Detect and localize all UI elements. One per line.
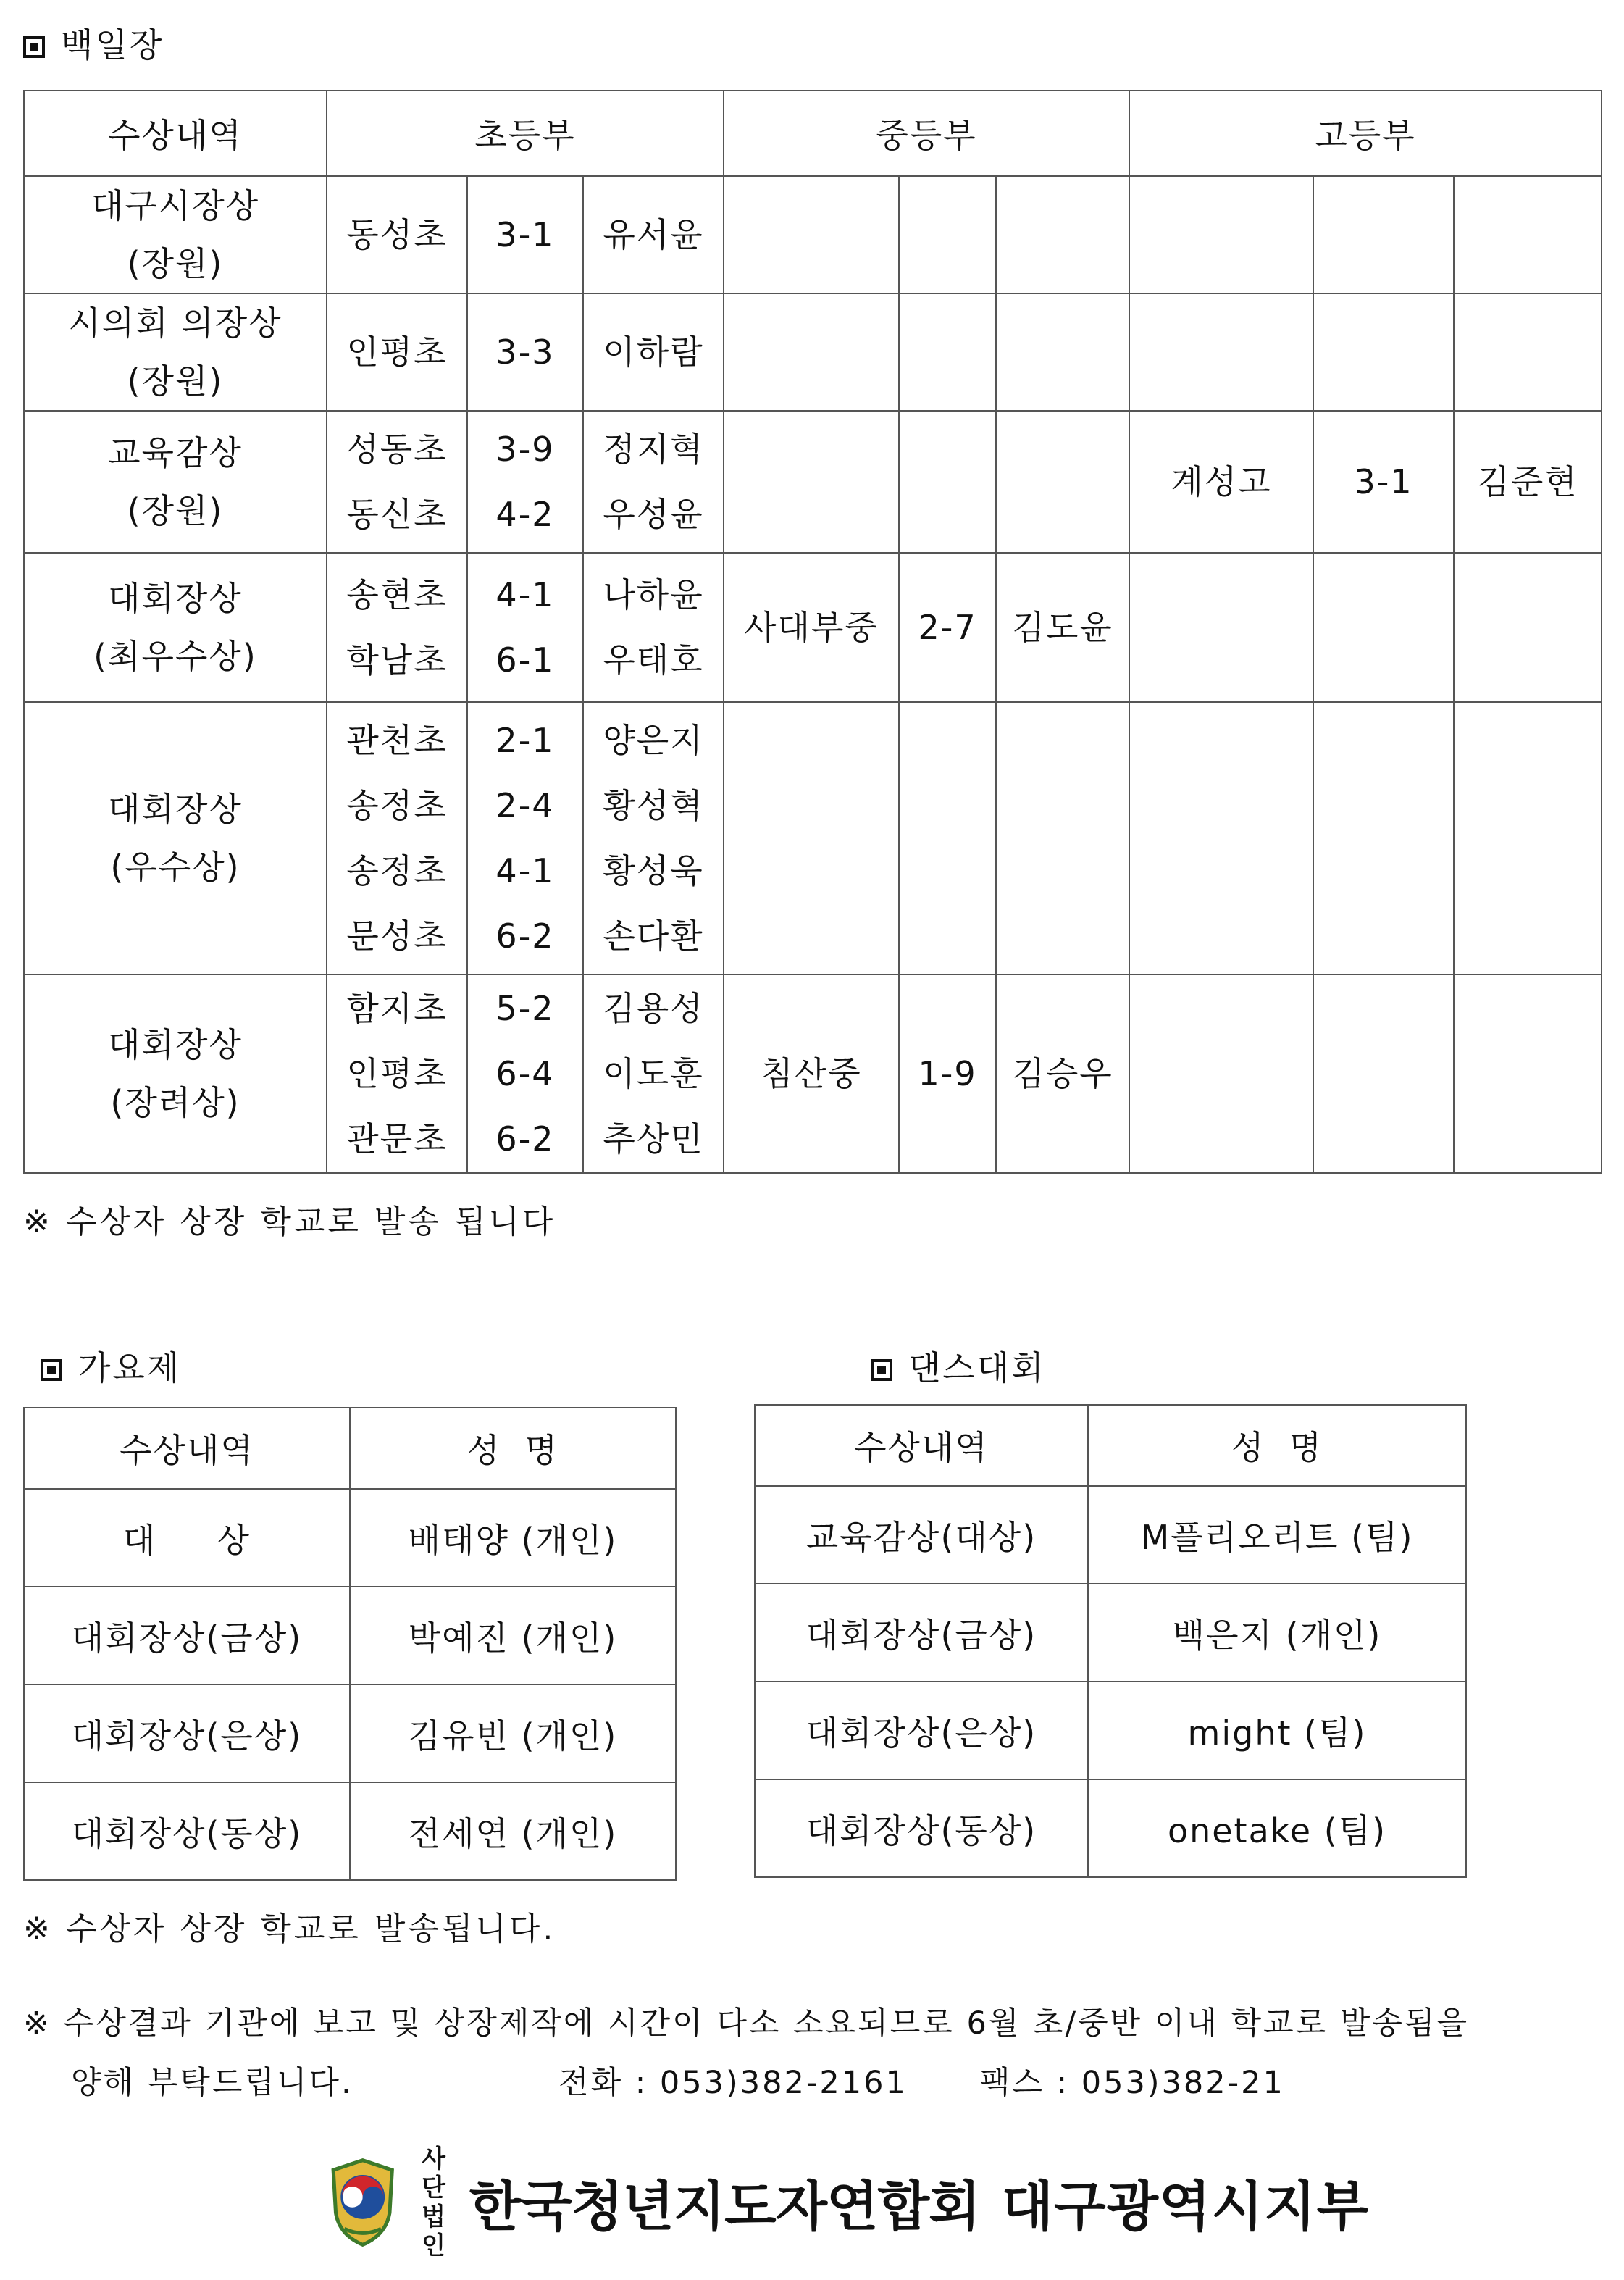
emblem-icon [326,2148,399,2257]
header-name: 성 명 [1088,1405,1466,1486]
elem-cell-class: 4-1 6-1 [467,553,583,702]
header-award: 수상내역 [755,1405,1088,1486]
header-elementary: 초등부 [327,91,724,176]
footnote-line-1: ※ 수상결과 기관에 보고 및 상장제작에 시간이 다소 소요되므로 6월 초/중반 이내 학교로 발송됨을 [23,2005,1470,2042]
baekiljang-table [23,90,1602,1174]
high-cell-school [1129,702,1313,974]
high-cell-name [1454,176,1602,293]
elem-cell-school: 관천초 송정초 송정초 문성초 [327,702,467,974]
mid-cell-name [996,293,1129,411]
elem-cell-school: 함지초 인평초 관문초 [327,974,467,1173]
mid-cell-name [996,176,1129,293]
elem-cell-class: 5-2 6-4 6-2 [467,974,583,1173]
high-cell-name [1454,553,1602,702]
mid-cell-class [899,702,996,974]
award-cell: 대회장상(금상) [755,1584,1088,1682]
elem-cell-school: 인평초 [327,293,467,411]
high-cell-school [1129,974,1313,1173]
high-cell-school [1129,293,1313,411]
table-row [755,1682,1466,1779]
table-row [24,974,1602,1173]
square-bullet-icon [23,36,45,58]
elem-cell-school: 성동초 동신초 [327,411,467,553]
high-cell-school [1129,176,1313,293]
header-name: 성 명 [350,1408,676,1489]
winner-cell: M플리오리트 (팀) [1088,1486,1466,1584]
footnote [23,1994,1469,2113]
high-cell-name: 김준현 [1454,411,1602,553]
table-row [24,411,1602,553]
high-cell-class: 3-1 [1313,411,1454,553]
elem-cell-class: 3-1 [467,176,583,293]
mid-cell-school: 사대부중 [724,553,899,702]
winner-cell: 박예진 (개인) [350,1587,676,1684]
bottom-note: ※ 수상자 상장 학교로 발송됩니다. [23,1911,556,1947]
table-header-row [24,1408,676,1489]
table-row [755,1584,1466,1682]
mid-cell-class [899,411,996,553]
table-row [24,176,1602,293]
mid-cell-name: 김승우 [996,974,1129,1173]
footnote-line-2 [23,2053,1469,2113]
org-type-label: 사단 법인 [422,2145,449,2260]
footnote-request: 양해 부탁드립니다. [71,2065,353,2101]
mid-cell-name [996,702,1129,974]
award-cell: 대회장상(금상) [24,1587,350,1684]
elem-cell-name: 나하윤 우태호 [583,553,724,702]
mid-cell-school [724,411,899,553]
table-row [755,1779,1466,1877]
footnote-phone: 전화 : 053)382-2161 [558,2065,908,2101]
high-cell-name [1454,974,1602,1173]
award-cell: 대회장상 (장려상) [24,974,327,1173]
header-high: 고등부 [1129,91,1602,176]
elem-cell-school: 송현초 학남초 [327,553,467,702]
header-award: 수상내역 [24,1408,350,1489]
section-title-dance-contest: 댄스대회 [871,1342,1046,1390]
table-row [24,1489,676,1587]
section-title-baekiljang: 백일장 [23,19,164,67]
award-cell: 대회장상(은상) [755,1682,1088,1779]
high-cell-class [1313,974,1454,1173]
table-header-row [24,91,1602,176]
mid-cell-class: 2-7 [899,553,996,702]
table-row [24,1587,676,1684]
high-cell-class [1313,293,1454,411]
mid-cell-class [899,293,996,411]
award-cell: 시의회 의장상 (장원) [24,293,327,411]
elem-cell-class: 2-1 2-4 4-1 6-2 [467,702,583,974]
high-cell-school: 계성고 [1129,411,1313,553]
mid-cell-name [996,411,1129,553]
high-cell-name [1454,702,1602,974]
mid-cell-class [899,176,996,293]
baekiljang-note: ※ 수상자 상장 학교로 발송 됩니다 [23,1203,556,1240]
award-cell: 대회장상(동상) [755,1779,1088,1877]
elem-cell-name: 양은지 황성혁 황성욱 손다환 [583,702,724,974]
square-bullet-icon [871,1359,892,1381]
elem-cell-name: 정지혁 우성윤 [583,411,724,553]
section-title-song-festival: 가요제 [41,1342,181,1390]
dance-contest-table [754,1404,1467,1878]
table-row [755,1486,1466,1584]
winner-cell: onetake (팀) [1088,1779,1466,1877]
table-row [24,553,1602,702]
mid-cell-name: 김도윤 [996,553,1129,702]
elem-cell-name: 김용성 이도훈 추상민 [583,974,724,1173]
mid-cell-school: 침산중 [724,974,899,1173]
square-bullet-icon [41,1359,62,1381]
high-cell-school [1129,553,1313,702]
header-award: 수상내역 [24,91,327,176]
mid-cell-school [724,293,899,411]
table-row [24,293,1602,411]
award-cell: 대회장상 (우수상) [24,702,327,974]
elem-cell-school: 동성초 [327,176,467,293]
high-cell-class [1313,553,1454,702]
award-cell: 교육감상 (장원) [24,411,327,553]
table-header-row [755,1405,1466,1486]
elem-cell-class: 3-9 4-2 [467,411,583,553]
winner-cell: 김유빈 (개인) [350,1684,676,1782]
winner-cell: might (팀) [1088,1682,1466,1779]
table-row [24,702,1602,974]
song-festival-table [23,1407,677,1881]
header-middle: 중등부 [724,91,1129,176]
high-cell-class [1313,702,1454,974]
award-cell: 대구시장상 (장원) [24,176,327,293]
elem-cell-name: 유서윤 [583,176,724,293]
mid-cell-class: 1-9 [899,974,996,1173]
footnote-fax: 팩스 : 053)382-21 [979,2065,1285,2101]
table-row [24,1684,676,1782]
org-name: 한국청년지도자연합회 [469,2176,980,2238]
high-cell-class [1313,176,1454,293]
award-cell: 대회장상(동상) [24,1782,350,1880]
award-cell: 대회장상(은상) [24,1684,350,1782]
elem-cell-name: 이하람 [583,293,724,411]
mid-cell-school [724,702,899,974]
table-row [24,1782,676,1880]
elem-cell-class: 3-3 [467,293,583,411]
winner-cell: 백은지 (개인) [1088,1584,1466,1682]
award-cell: 대회장상 (최우수상) [24,553,327,702]
mid-cell-school [724,176,899,293]
award-cell: 대 상 [24,1489,350,1587]
organization-logo [326,2145,1369,2260]
org-branch: 대구광역시지부 [1001,2176,1369,2238]
winner-cell: 전세연 (개인) [350,1782,676,1880]
high-cell-name [1454,293,1602,411]
winner-cell: 배태양 (개인) [350,1489,676,1587]
award-cell: 교육감상(대상) [755,1486,1088,1584]
